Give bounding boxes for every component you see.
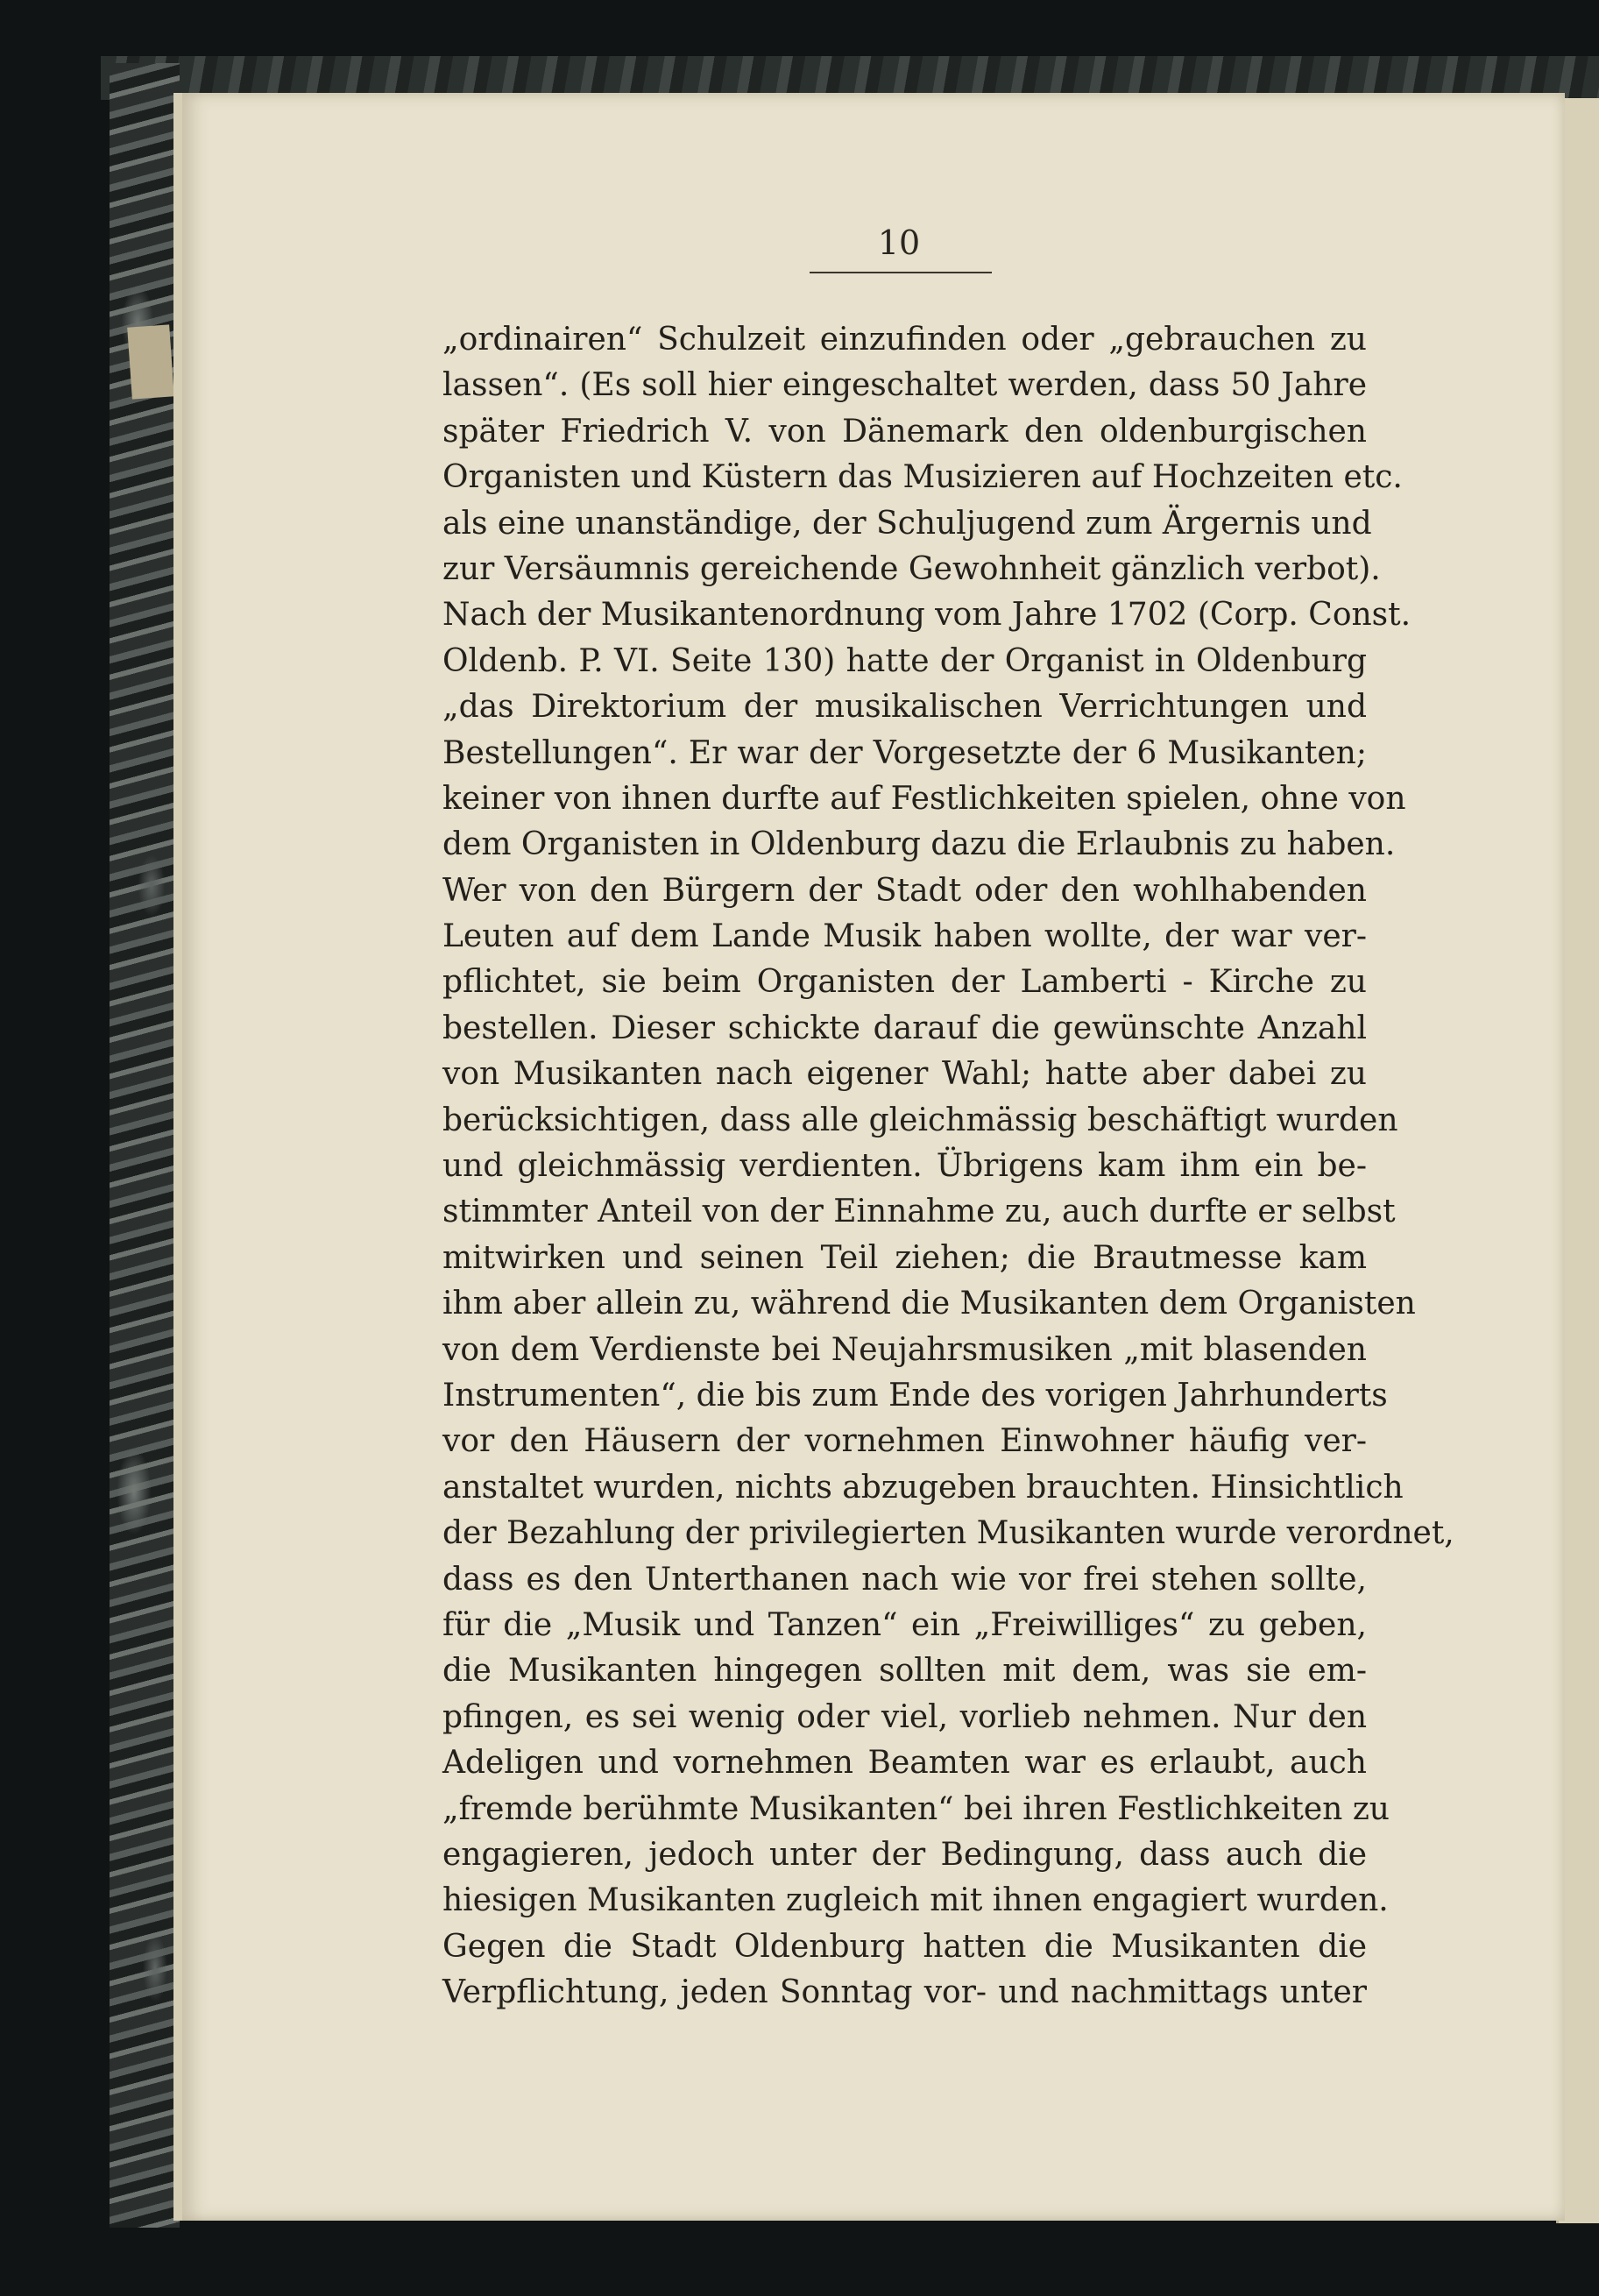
text-line: bestellen. Dieser schickte darauf die gewünschte Anzahl: [442, 1010, 1367, 1046]
text-line: „ordinairen“ Schulzeit einzufinden oder „gebrauchen zu: [442, 322, 1367, 358]
text-line: engagieren, jedoch unter der Bedingung, dass auch die: [442, 1836, 1367, 1873]
text-line: Adeligen und vornehmen Beamten war es erlaubt, auch: [442, 1745, 1367, 1782]
text-line: hiesigen Musikanten zugleich mit ihnen engagiert wurden.: [442, 1882, 1389, 1919]
text-line: für die „Musik und Tanzen“ ein „Freiwilliges“ zu geben,: [442, 1606, 1367, 1643]
text-line: „fremde berühmte Musikanten“ bei ihren Festlichkeiten zu: [442, 1790, 1390, 1827]
text-line: später Friedrich V. von Dänemark den oldenburgischen: [442, 413, 1367, 450]
text-line: als eine unanständige, der Schuljugend zum Ärgernis und: [442, 505, 1372, 542]
text-line: stimmter Anteil von der Einnahme zu, auch durfte er selbst: [442, 1194, 1396, 1230]
text-line: Instrumenten“, die bis zum Ende des vorigen Jahrhunderts: [442, 1377, 1388, 1414]
text-line: anstaltet wurden, nichts abzugeben brauchten. Hinsichtlich: [442, 1469, 1404, 1506]
text-line: Organisten und Küstern das Musizieren auf Hochzeiten etc.: [442, 459, 1403, 496]
text-line: pflichtet, sie beim Organisten der Lamberti - Kirche zu: [442, 964, 1367, 1001]
text-line: und gleichmässig verdienten. Übrigens kam ihm ein be-: [442, 1148, 1367, 1185]
text-line: keiner von ihnen durfte auf Festlichkeiten spielen, ohne von: [442, 780, 1406, 817]
text-line: Bestellungen“. Er war der Vorgesetzte der 6 Musikanten;: [442, 734, 1367, 771]
text-line: von Musikanten nach eigener Wahl; hatte aber dabei zu: [442, 1056, 1367, 1093]
text-line: pfingen, es sei wenig oder viel, vorlieb nehmen. Nur den: [442, 1698, 1367, 1735]
page-number: 10: [877, 223, 921, 262]
text-line: vor den Häusern der vornehmen Einwohner häufig ver-: [442, 1423, 1367, 1460]
text-line: mitwirken und seinen Teil ziehen; die Brautmesse kam: [442, 1239, 1367, 1276]
text-line: berücksichtigen, dass alle gleichmässig beschäftigt wurden: [442, 1102, 1398, 1138]
text-line: Oldenb. P. VI. Seite 130) hatte der Organist in Oldenburg: [442, 642, 1367, 679]
text-line: die Musikanten hingegen sollten mit dem, was sie em-: [442, 1653, 1367, 1690]
text-line: „das Direktorium der musikalischen Verrichtungen und: [442, 689, 1367, 726]
body-text: [442, 317, 1454, 2016]
text-line: lassen“. (Es soll hier eingeschaltet werden, dass 50 Jahre: [442, 367, 1367, 404]
text-line: Gegen die Stadt Oldenburg hatten die Musikanten die: [442, 1928, 1367, 1965]
paper-tab-marker: [127, 324, 174, 399]
text-line: von dem Verdienste bei Neujahrsmusiken „mit blasenden: [442, 1331, 1367, 1368]
text-line: ihm aber allein zu, während die Musikanten dem Organisten: [442, 1286, 1416, 1322]
text-line: Leuten auf dem Lande Musik haben wollte, der war ver-: [442, 918, 1367, 955]
text-line: Nach der Musikantenordnung vom Jahre 1702 (Corp. Const.: [442, 597, 1412, 634]
text-line: dass es den Unterthanen nach wie vor frei stehen sollte,: [442, 1561, 1367, 1598]
text-line: Wer von den Bürgern der Stadt oder den wohlhabenden: [442, 872, 1367, 909]
text-line: zur Versäumnis gereichende Gewohnheit gänzlich verbot).: [442, 550, 1381, 587]
text-line: der Bezahlung der privilegierten Musikanten wurde verordnet,: [442, 1515, 1454, 1552]
page-number-rule: [810, 272, 992, 273]
text-line: dem Organisten in Oldenburg dazu die Erlaubnis zu haben.: [442, 826, 1396, 863]
text-line: Verpflichtung, jeden Sonntag vor- und nachmittags unter: [442, 1974, 1367, 2011]
